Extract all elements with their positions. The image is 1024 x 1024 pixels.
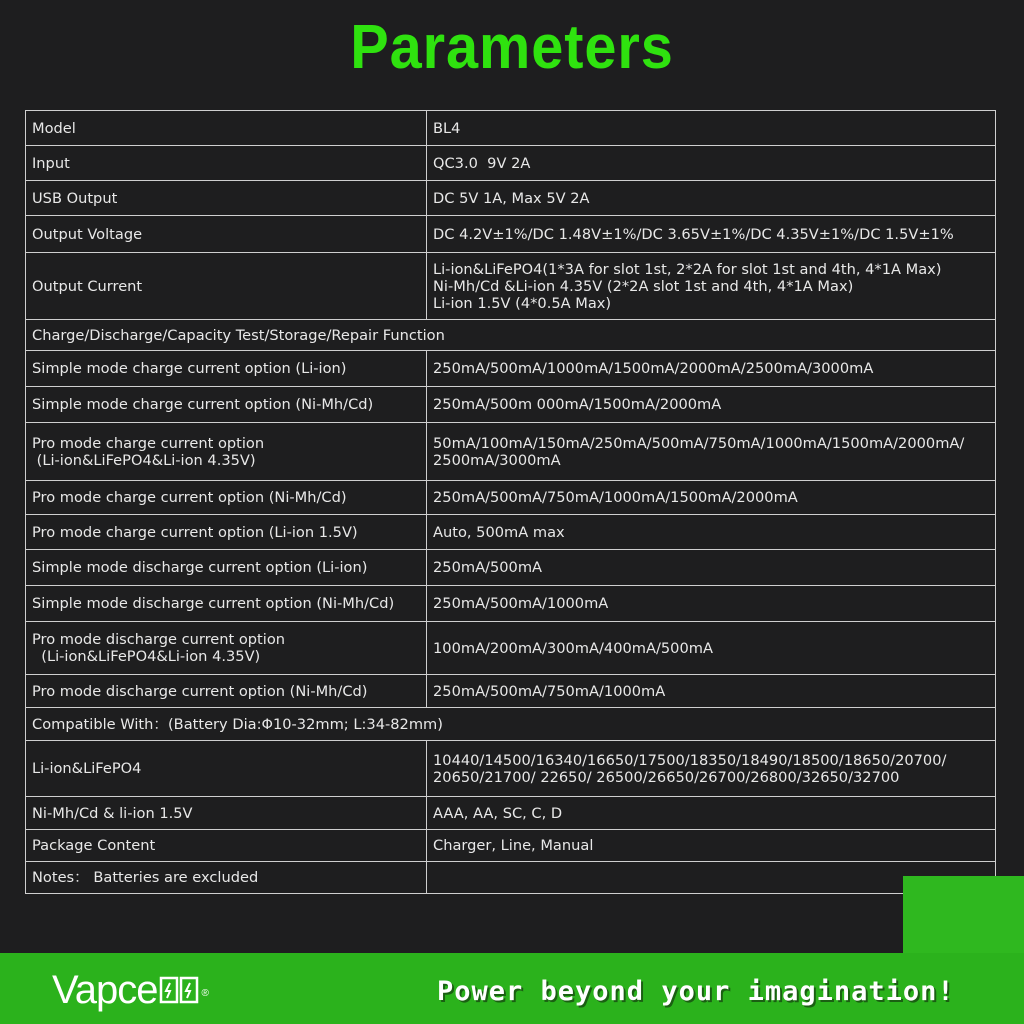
param-name: Simple mode charge current option (Ni-Mh/Cd) bbox=[26, 387, 427, 423]
table-row bbox=[26, 423, 996, 481]
param-value: 250mA/500mA/1000mA/1500mA/2000mA/2500mA/3000mA bbox=[427, 351, 996, 387]
param-value: DC 5V 1A, Max 5V 2A bbox=[427, 181, 996, 216]
slogan: Power beyond your imagination! bbox=[437, 976, 955, 1007]
param-name: Output Current bbox=[26, 253, 427, 320]
param-name: Pro mode charge current option (Li-ion&LiFePO4&Li-ion 4.35V) bbox=[26, 423, 427, 481]
param-value: Auto, 500mA max bbox=[427, 515, 996, 550]
param-value: 250mA/500mA/1000mA bbox=[427, 586, 996, 622]
param-value: AAA, AA, SC, C, D bbox=[427, 797, 996, 830]
page-title: Parameters bbox=[350, 13, 674, 82]
table-row bbox=[26, 550, 996, 586]
param-name: Pro mode charge current option (Li-ion 1.5V) bbox=[26, 515, 427, 550]
table-row bbox=[26, 708, 996, 741]
param-name: Model bbox=[26, 111, 427, 146]
table-row bbox=[26, 515, 996, 550]
param-name: USB Output bbox=[26, 181, 427, 216]
param-value: Li-ion&LiFePO4(1*3A for slot 1st, 2*2A for slot 1st and 4th, 4*1A Max) Ni-Mh/Cd &Li-ion 4.35V (2*2A slot 1st and 4th, 4*1A Max) Li-ion 1.5V (4*0.5A Max) bbox=[427, 253, 996, 320]
table-row bbox=[26, 622, 996, 675]
table-row bbox=[26, 675, 996, 708]
registered-mark: ® bbox=[201, 988, 208, 999]
section-heading: Charge/Discharge/Capacity Test/Storage/Repair Function bbox=[26, 320, 996, 351]
param-name: Simple mode discharge current option (Li-ion) bbox=[26, 550, 427, 586]
spec-table bbox=[25, 110, 996, 894]
param-name: Ni-Mh/Cd & li-ion 1.5V bbox=[26, 797, 427, 830]
param-value: Charger, Line, Manual bbox=[427, 830, 996, 862]
param-name: Notes： Batteries are excluded bbox=[26, 862, 427, 894]
param-value: QC3.0 9V 2A bbox=[427, 146, 996, 181]
table-row bbox=[26, 797, 996, 830]
table-row bbox=[26, 586, 996, 622]
param-value: 10440/14500/16340/16650/17500/18350/18490/18500/18650/20700/ 20650/21700/ 22650/ 26500/26650/26700/26800/32650/32700 bbox=[427, 741, 996, 797]
param-value: 250mA/500mA/750mA/1000mA bbox=[427, 675, 996, 708]
table-row bbox=[26, 111, 996, 146]
param-value: 250mA/500m 000mA/1500mA/2000mA bbox=[427, 387, 996, 423]
table-row bbox=[26, 181, 996, 216]
table-row bbox=[26, 253, 996, 320]
table-row bbox=[26, 320, 996, 351]
table-row bbox=[26, 830, 996, 862]
param-name: Simple mode discharge current option (Ni-Mh/Cd) bbox=[26, 586, 427, 622]
brand-v-shape bbox=[903, 876, 1024, 954]
param-value: 250mA/500mA/750mA/1000mA/1500mA/2000mA bbox=[427, 481, 996, 515]
param-name: Pro mode discharge current option (Li-ion&LiFePO4&Li-ion 4.35V) bbox=[26, 622, 427, 675]
param-value: 250mA/500mA bbox=[427, 550, 996, 586]
param-name: Li-ion&LiFePO4 bbox=[26, 741, 427, 797]
param-value: 100mA/200mA/300mA/400mA/500mA bbox=[427, 622, 996, 675]
section-heading: Compatible With：(Battery Dia:Φ10-32mm; L:34-82mm) bbox=[26, 708, 996, 741]
param-value: DC 4.2V±1%/DC 1.48V±1%/DC 3.65V±1%/DC 4.35V±1%/DC 1.5V±1% bbox=[427, 216, 996, 253]
param-name: Package Content bbox=[26, 830, 427, 862]
battery-cells-icon bbox=[159, 964, 201, 1020]
table-row bbox=[26, 387, 996, 423]
table-row bbox=[26, 481, 996, 515]
param-name: Input bbox=[26, 146, 427, 181]
table-row bbox=[26, 741, 996, 797]
param-name: Pro mode charge current option (Ni-Mh/Cd) bbox=[26, 481, 427, 515]
logo-text: Vapce bbox=[52, 968, 158, 1012]
param-name: Simple mode charge current option (Li-ion) bbox=[26, 351, 427, 387]
param-value: 50mA/100mA/150mA/250mA/500mA/750mA/1000mA/1500mA/2000mA/ 2500mA/3000mA bbox=[427, 423, 996, 481]
table-row bbox=[26, 216, 996, 253]
table-row bbox=[26, 862, 996, 894]
brand-logo bbox=[52, 962, 208, 1018]
param-name: Pro mode discharge current option (Ni-Mh/Cd) bbox=[26, 675, 427, 708]
param-value: BL4 bbox=[427, 111, 996, 146]
param-name: Output Voltage bbox=[26, 216, 427, 253]
table-row bbox=[26, 146, 996, 181]
table-row bbox=[26, 351, 996, 387]
